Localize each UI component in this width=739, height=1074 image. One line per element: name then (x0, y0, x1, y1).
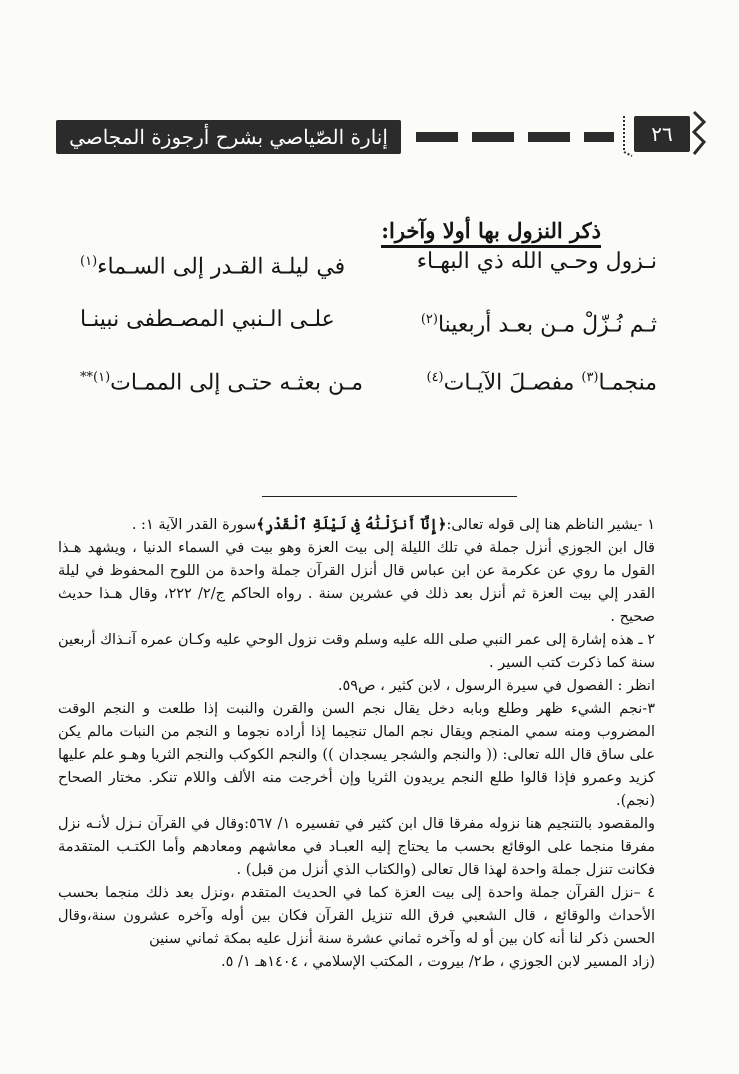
verse-second-hemistich (80, 246, 345, 283)
footnote-marker: (٤) (426, 370, 444, 385)
footnote-separator (262, 496, 517, 497)
page-number: ٢٦ (634, 116, 690, 152)
header-dash (584, 132, 614, 142)
verse-text: علـى الـنبي المصـطفى نبينـا (80, 307, 335, 332)
footnote-1 (58, 513, 655, 537)
footnote-marker: (٢) (420, 312, 438, 327)
footnote-1-commentary: قال ابن الجوزي أنزل جملة في تلك الليلة إلى بيت العزة وهو بيت في السماء الدنيا ، ويشهد هـذا القول ما روي عن عكرمة عن ابن عباس قال أنزل القرآن جملة واحدة من اللوح المحفوظ في ليلة القدر إلي بيت العزة ثم أنزل بعد ذلك في عشرين سنة . رواه الحاكم ج/٢/ ٢٢٢، وقال هـذا حديث صحيح . (58, 540, 655, 625)
footnote-4-reference: (زاد المسير لابن الجوزي ، ط٢/ بيروت ، المكتب الإسلامي ، ١٤٠٤هـ ١/ ٥. (221, 954, 655, 970)
footnote-marker: (١) (80, 254, 98, 269)
verse-text: ثـم نُـزّلْ مـن بعـد أربعينا (437, 312, 657, 338)
footnote-marker: (٣) (581, 370, 599, 385)
footnote-4: ٤ –نزل القرآن جملة واحدة إلى بيت العزة كما في الحديث المتقدم ،ونزل بعد ذلك منجما بحسب الأحداث والوقائع ، قال الشعبي فرق الله تنزيل القرآن فكان بين أوله وآخره عشرون سنة،وقال الحسن ذكر لنا أنه كان بين أو له وآخره ثماني عشرة سنة أنزل عليه بمكة ثماني سنين (58, 885, 655, 947)
section-title: ذكر النزول بها أولا وآخرا: (381, 218, 601, 248)
verse-second-hemistich (80, 304, 335, 341)
verse-line (80, 304, 657, 341)
footnote-marker: (١)** (80, 370, 111, 385)
footnote-3: ٣-نجم الشيء ظهر وطلع وبابه دخل يقال نجم السن والقرن والنبت إذا طلعت و النجم الوقت المضروب ومنه سمي المنجم ويقال نجم المال تنجيما إذا أراده نجوما و النجم من النبات مالم يكن على ساق قال الله تعالى: (( والنجم والشجر يسجدان )) والنجم الكوكب والنجم الثريا وهـو علم عليها كزيد وعمرو فإذا قالوا طلع النجم يريدون الثريا وإن أخرجت منه الألف واللام تنكر. مختار الصحاح (نجم). (58, 701, 655, 809)
footnotes (58, 513, 655, 974)
verse-first-hemistich (417, 246, 657, 283)
quran-verse: ﴿إِنَّآ أَنزَلْنَٰهُ فِى لَيْلَةِ ٱلْقَدْرِ﴾ (256, 516, 447, 533)
verse-text: في ليلـة القـدر إلى السـماء (97, 254, 346, 280)
page-header (48, 110, 708, 160)
verse-first-hemistich (426, 362, 657, 399)
verse-line (80, 246, 657, 283)
verse-first-hemistich (421, 304, 657, 341)
book-title: إنارة الصّياصي بشرح أرجوزة المجاصي (56, 120, 401, 154)
verse-text: نـزول وحـي الله ذي البهـاء (416, 249, 657, 274)
verse-text: منجمـا (598, 370, 657, 396)
page-number-badge (620, 110, 708, 158)
verse-line (80, 362, 657, 399)
footnote-3-commentary: والمقصود بالتنجيم هنا نزوله مفرقا قال ابن كثير في تفسيره ١/ ٥٦٧:وقال في القرآن نـزل لأنـه نزل مفرقا منجما على الوقائع بحسب ما يحتاج إليه العبـاد في معاشهم ومعادهم وأما الكتـب المتقدمة فكانت تنزل جملة واحدة لهذا قال تعالى (والكتاب الذي أنزل من قبل) . (58, 816, 655, 878)
header-dash (528, 132, 570, 142)
verse-text: مـن بعثـه حتـى إلى الممـات (110, 370, 363, 396)
footnote-text: سورة القدر الآية ١: . (131, 517, 257, 533)
footnote-2: ٢ ـ هذه إشارة إلى عمر النبي صلى الله عليه وسلم وقت نزول الوحي عليه وكـان عمره آنـذاك أربعين سنة كما ذكرت كتب السير . (58, 632, 655, 671)
verse-text: مفصـلَ الآيـات (443, 370, 575, 396)
header-dash (472, 132, 514, 142)
footnote-2-reference: انظر : الفصول في سيرة الرسول ، لابن كثير ، ص٥٩. (337, 678, 655, 694)
footnote-text: ١ -يشير الناظم هنا إلى قوله تعالى: (446, 517, 655, 533)
header-dash (416, 132, 458, 142)
verse-second-hemistich (80, 362, 363, 399)
